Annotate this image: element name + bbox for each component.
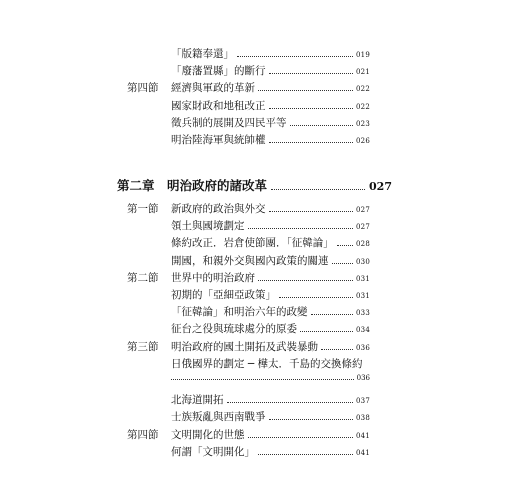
toc-entry-long xyxy=(171,357,370,372)
page-number: 022 xyxy=(356,85,370,94)
dot-leader xyxy=(248,227,354,229)
dot-leader xyxy=(269,141,354,143)
toc-entry xyxy=(171,428,370,444)
entry-title: 北海道開拓 xyxy=(171,394,224,407)
toc-entry xyxy=(171,99,370,115)
dot-leader xyxy=(258,89,353,91)
entry-title: 經濟與軍政的革新 xyxy=(171,82,255,95)
dot-leader xyxy=(258,279,353,281)
entry-title: 國家財政和地租改正 xyxy=(171,99,266,112)
toc-entry xyxy=(171,219,370,235)
entry-title: 日俄國界的劃定 ─ 樺太．千島的交換條約 xyxy=(171,357,363,370)
page-number: 041 xyxy=(356,448,370,457)
page-number: 026 xyxy=(356,137,370,145)
page-number: 031 xyxy=(356,274,370,283)
toc-entry xyxy=(171,202,370,218)
page-number: 031 xyxy=(356,292,370,300)
chapter-heading xyxy=(117,177,392,196)
page-number: 028 xyxy=(356,240,370,249)
toc-entry xyxy=(171,322,370,338)
page-number: 019 xyxy=(356,51,370,59)
page-number: 036 xyxy=(356,374,370,382)
entry-title: 何謂「文明開化」 xyxy=(171,445,255,458)
toc-entry xyxy=(171,305,370,321)
dot-leader xyxy=(237,55,353,57)
entry-title: 領土與國境劃定 xyxy=(171,220,245,233)
entry-title: 新政府的政治與外交 xyxy=(171,203,266,215)
dot-leader xyxy=(271,188,365,190)
toc-entry xyxy=(171,445,370,461)
page-number: 037 xyxy=(356,397,370,406)
toc-entry xyxy=(171,410,370,426)
dot-leader xyxy=(321,348,353,350)
entry-title: 文明開化的世態 xyxy=(171,428,245,441)
entry-title: 明治陸海軍與統帥權 xyxy=(171,134,266,146)
toc-entry xyxy=(171,133,370,149)
toc-entry xyxy=(171,81,370,97)
page-number: 021 xyxy=(356,68,370,77)
dot-leader xyxy=(269,72,354,74)
chapter-page: 027 xyxy=(369,180,392,193)
toc-entry xyxy=(171,340,370,356)
page-number: 023 xyxy=(356,119,370,128)
entry-title: 條約改正．岩倉使節團．「征韓論」 xyxy=(171,237,334,250)
toc-entry xyxy=(171,47,370,63)
dot-leader xyxy=(227,401,354,403)
toc-entry xyxy=(171,64,370,80)
entry-title: 初期的「亞細亞政策」 xyxy=(171,289,276,301)
dot-leader xyxy=(311,313,354,315)
dot-leader xyxy=(332,262,354,264)
entry-title: 世界中的明治政府 xyxy=(171,271,255,284)
section-label: 第四節 xyxy=(127,82,159,95)
page-number: 041 xyxy=(356,431,370,440)
toc-entry xyxy=(171,271,370,287)
entry-title: 明治政府的國土開拓及武裝暴動 xyxy=(171,340,318,353)
entry-title: 「版籍奉還」 xyxy=(171,48,234,60)
entry-title: 征台之役與琉球處分的原委 xyxy=(171,323,297,336)
page-number: 027 xyxy=(356,223,370,232)
toc-entry xyxy=(171,116,370,132)
entry-title: 「廢藩置縣」的斷行 xyxy=(171,65,266,78)
toc-entry xyxy=(171,236,370,252)
chapter-title: 第二章 明治政府的諸改革 xyxy=(117,178,268,193)
dot-leader xyxy=(171,378,354,380)
dot-leader xyxy=(269,107,354,109)
toc-entry xyxy=(171,254,370,270)
page-number: 027 xyxy=(356,206,370,214)
page-number: 038 xyxy=(356,414,370,423)
dot-leader xyxy=(279,296,353,298)
section-label: 第三節 xyxy=(127,340,159,353)
dot-leader xyxy=(248,436,354,438)
toc-entry xyxy=(171,288,370,304)
entry-title: 「征韓論」和明治六年的政變 xyxy=(171,306,308,319)
section-label: 第四節 xyxy=(127,428,159,441)
entry-title: 士族叛亂與西南戰爭 xyxy=(171,411,266,424)
dot-leader xyxy=(290,124,354,126)
dot-leader xyxy=(337,244,353,246)
page-number: 036 xyxy=(356,343,370,352)
dot-leader xyxy=(269,418,354,420)
page-number: 030 xyxy=(356,257,370,266)
page-number: 022 xyxy=(356,102,370,111)
section-label: 第二節 xyxy=(127,271,159,284)
dot-leader xyxy=(258,453,353,455)
dot-leader xyxy=(300,330,353,332)
page-number: 034 xyxy=(356,326,370,335)
entry-title: 徵兵制的展開及四民平等 xyxy=(171,116,287,129)
page-number: 033 xyxy=(356,309,370,318)
section-label: 第一節 xyxy=(127,203,159,215)
dot-leader xyxy=(269,210,354,212)
toc-entry xyxy=(171,393,370,409)
entry-title: 開國，和親外交與國內政策的關連 xyxy=(171,254,329,267)
toc-entry-continuation xyxy=(171,374,370,389)
